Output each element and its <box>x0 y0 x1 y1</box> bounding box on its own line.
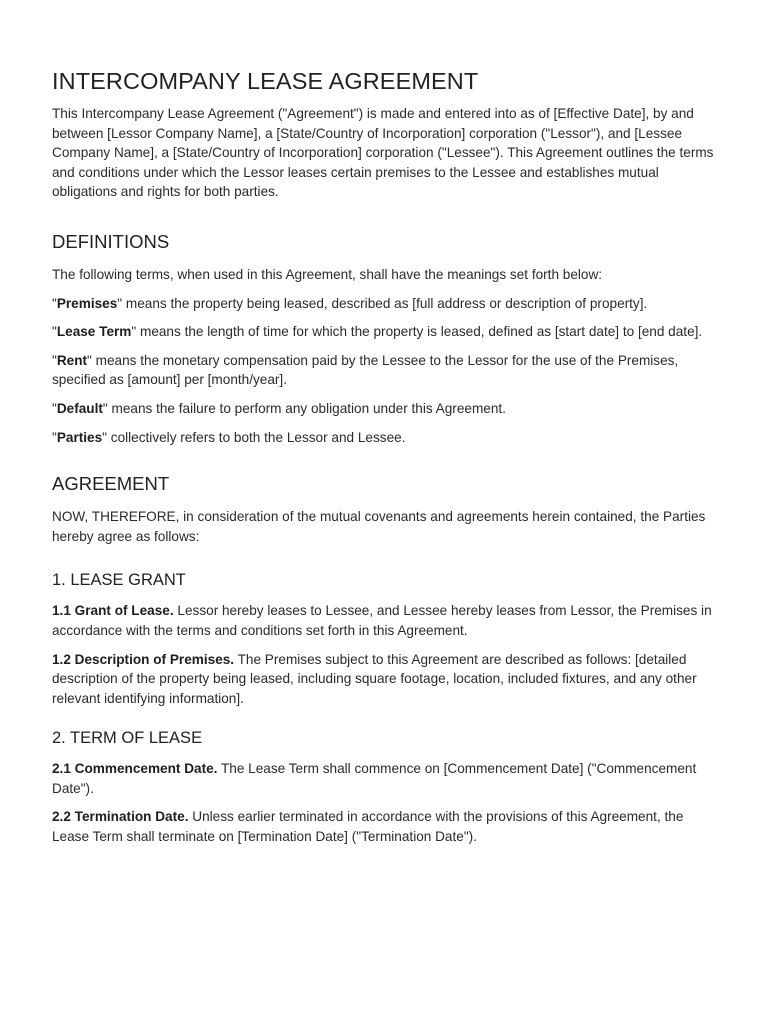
definition-term: Default <box>56 400 103 416</box>
definition-term: Premises <box>56 295 118 311</box>
clause-text: Lessor hereby leases to Lessee, and Lessee hereby leases from Lessor, the Premises in accordance with the terms and conditions set forth in this Agreement. <box>52 603 712 638</box>
definition-rent: "Rent" means the monetary compensation paid by the Lessee to the Lessor for the use of the Premises, specified as [amount] per [month/year]. <box>52 352 679 388</box>
definition-text: " means the property being leased, described as [full address or description of property]. <box>117 295 648 311</box>
agreement-heading: AGREEMENT <box>52 473 170 495</box>
definitions-lead: The following terms, when used in this Agreement, shall have the meanings set forth below: <box>52 266 603 282</box>
definition-text: " means the failure to perform any obligation under this Agreement. <box>102 400 506 416</box>
clause-text: The Lease Term shall commence on [Commencement Date] ("Commencement Date"). <box>52 761 697 796</box>
definition-default: "Default" means the failure to perform any obligation under this Agreement. <box>52 400 506 416</box>
definition-text: " collectively refers to both the Lessor and Lessee. <box>102 429 406 445</box>
definition-premises: "Premises" means the property being leased, described as [full address or description of property]. <box>52 295 648 311</box>
clause-text: Unless earlier terminated in accordance with the provisions of this Agreement, the Lease Term shall terminate on [Termination Date] ("Termination Date"). <box>52 809 684 845</box>
section-heading-term-of-lease: 2. TERM OF LEASE <box>52 729 203 748</box>
definition-lease-term: "Lease Term" means the length of time for which the property is leased, defined as [start date] to [end date]. <box>52 324 703 340</box>
clause-1-2 <box>52 650 718 709</box>
clause-2-1 <box>52 759 718 798</box>
clause-1-1 <box>52 601 718 640</box>
definition-text: " means the length of time for which the property is leased, defined as [start date] to [end date]. <box>131 324 703 340</box>
definitions-heading: DEFINITIONS <box>52 230 170 252</box>
definition-term: Rent <box>56 352 88 368</box>
definition-text: " means the monetary compensation paid by the Lessee to the Lessor for the use of the Premises, specified as [amount] per [month/year]. <box>52 352 679 388</box>
intro-paragraph: This Intercompany Lease Agreement ("Agreement") is made and entered into as of [Effective Date], by and between [Lessor Company Name], a [State/Country of Incorporation] corporation ("Lessor"), and [Lessee Company Name], a [State/Country of Incorporation] corporation ("Lessee"). This Agreement outlines the terms and conditions under which the Lessor leases certain premises to the Lessee and establishes mutual obligations and rights for both parties. <box>52 106 714 200</box>
definition-term: Lease Term <box>56 324 132 340</box>
document-title: INTERCOMPANY LEASE AGREEMENT <box>52 68 479 94</box>
clause-label: 2.2 Termination Date. <box>52 809 189 825</box>
clause-2-2 <box>52 807 718 846</box>
clause-text: The Premises subject to this Agreement are described as follows: [detailed description of the property being leased, including square footage, location, included fixtures, and any other relevant identifying information]. <box>52 651 697 706</box>
section-heading-lease-grant: 1. LEASE GRANT <box>52 571 186 590</box>
clause-label: 1.2 Description of Premises. <box>52 651 235 667</box>
definition-parties: "Parties" collectively refers to both the Lessor and Lessee. <box>52 429 406 445</box>
clause-label: 2.1 Commencement Date. <box>52 761 218 777</box>
agreement-paragraph: NOW, THEREFORE, in consideration of the mutual covenants and agreements herein contained, the Parties hereby agree as follows: <box>52 509 706 544</box>
definition-term: Parties <box>56 429 103 445</box>
clause-label: 1.1 Grant of Lease. <box>52 603 174 619</box>
